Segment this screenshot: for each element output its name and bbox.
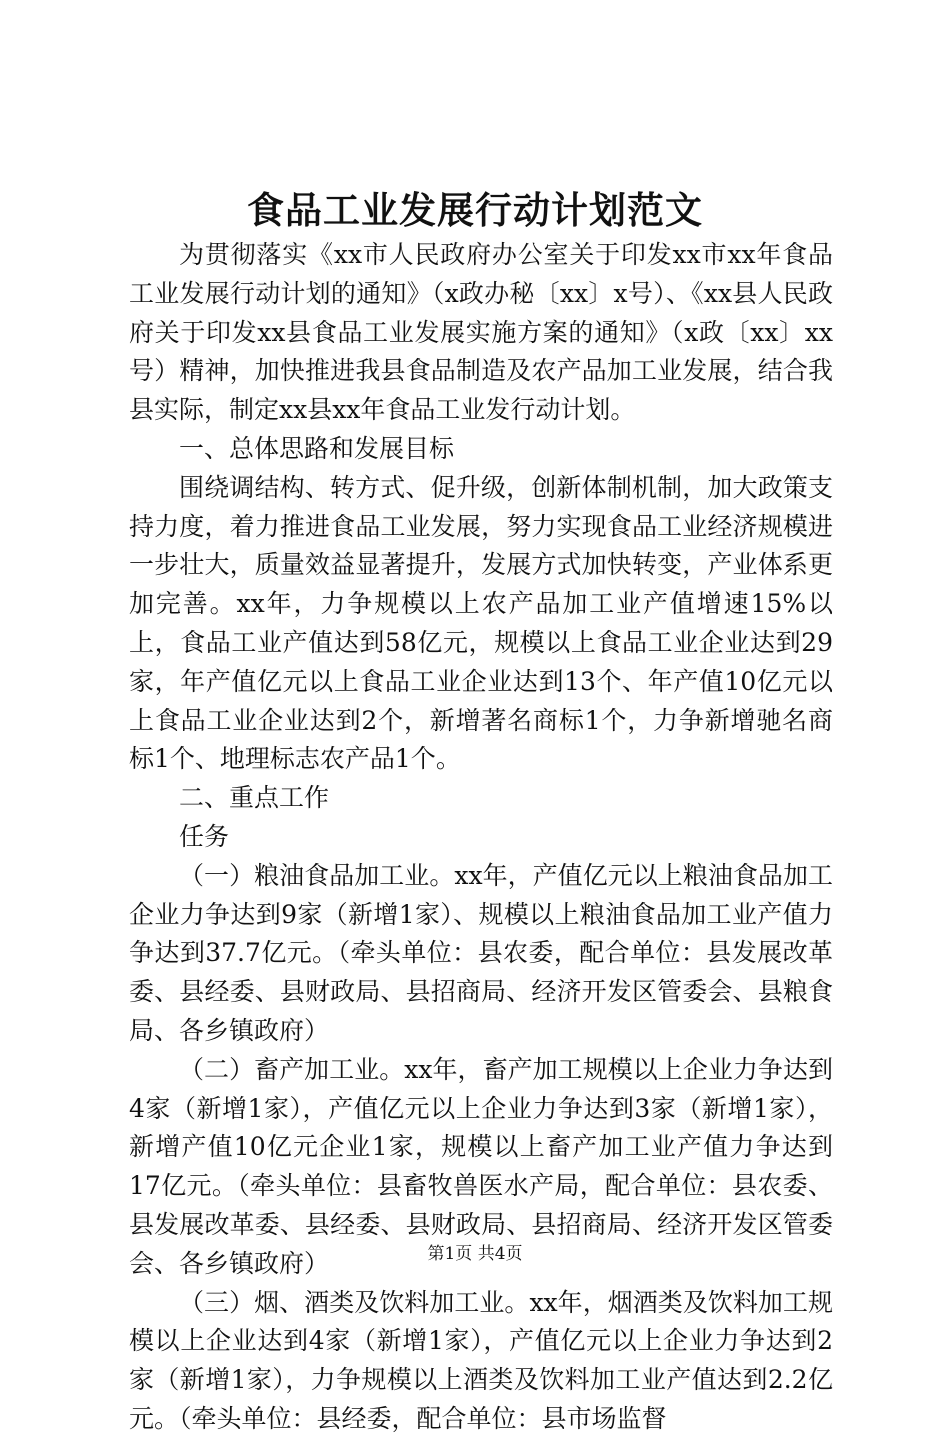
paragraph-intro: 为贯彻落实《xx市人民政府办公室关于印发xx市xx年食品工业发展行动计划的通知》（x政办秘〔xx〕x号）、《xx县人民政府关于印发xx县食品工业发展实施方案的通知》（x政〔xx〕xx号）精神，加快推进我县食品制造及农产品加工业发展，结合我县实际，制定xx县xx年食品工业发行动计划。 <box>129 240 833 425</box>
paragraph-item-3: （三）烟、酒类及饮料加工业。xx年，烟酒类及饮料加工规模以上企业达到4家（新增1家），产值亿元以上企业力争达到2家（新增1家），力争规模以上酒类及饮料加工业产值达到2.2亿元。（牵头单位：县经委，配合单位：县市场监督 <box>129 1287 833 1433</box>
heading-section-2: 二、重点工作 <box>179 783 330 813</box>
document-title: 食品工业发展行动计划范文 <box>247 188 703 232</box>
heading-tasks: 任务 <box>179 821 230 851</box>
paragraph-item-1: （一）粮油食品加工业。xx年，产值亿元以上粮油食品加工企业力争达到9家（新增1家）、规模以上粮油食品加工业产值力争达到37.7亿元。（牵头单位：县农委，配合单位：县发展改革委、县经委、县财政局、县招商局、经济开发区管委会、县粮食局、各乡镇政府） <box>129 860 833 1045</box>
heading-section-1: 一、总体思路和发展目标 <box>179 433 455 463</box>
page-number-footer: 第1页 共4页 <box>427 1244 523 1264</box>
paragraph-item-2: （二）畜产加工业。xx年，畜产加工规模以上企业力争达到4家（新增1家），产值亿元以上企业力争达到3家（新增1家），新增产值10亿元企业1家，规模以上畜产加工业产值力争达到17亿元。（牵头单位：县畜牧兽医水产局，配合单位：县农委、县发展改革委、县经委、县财政局、县招商局、经济开发区管委会、各乡镇政府） <box>129 1054 833 1278</box>
paragraph-goals: 围绕调结构、转方式、促升级，创新体制机制，加大政策支持力度，着力推进食品工业发展，努力实现食品工业经济规模进一步壮大，质量效益显著提升，发展方式加快转变，产业体系更加完善。xx年，力争规模以上农产品加工业产值增速15%以上，食品工业产值达到58亿元，规模以上食品工业企业达到29家，年产值亿元以上食品工业企业达到13个、年产值10亿元以上食品工业企业达到2个，新增著名商标1个，力争新增驰名商标1个、地理标志农产品1个。 <box>129 472 833 774</box>
